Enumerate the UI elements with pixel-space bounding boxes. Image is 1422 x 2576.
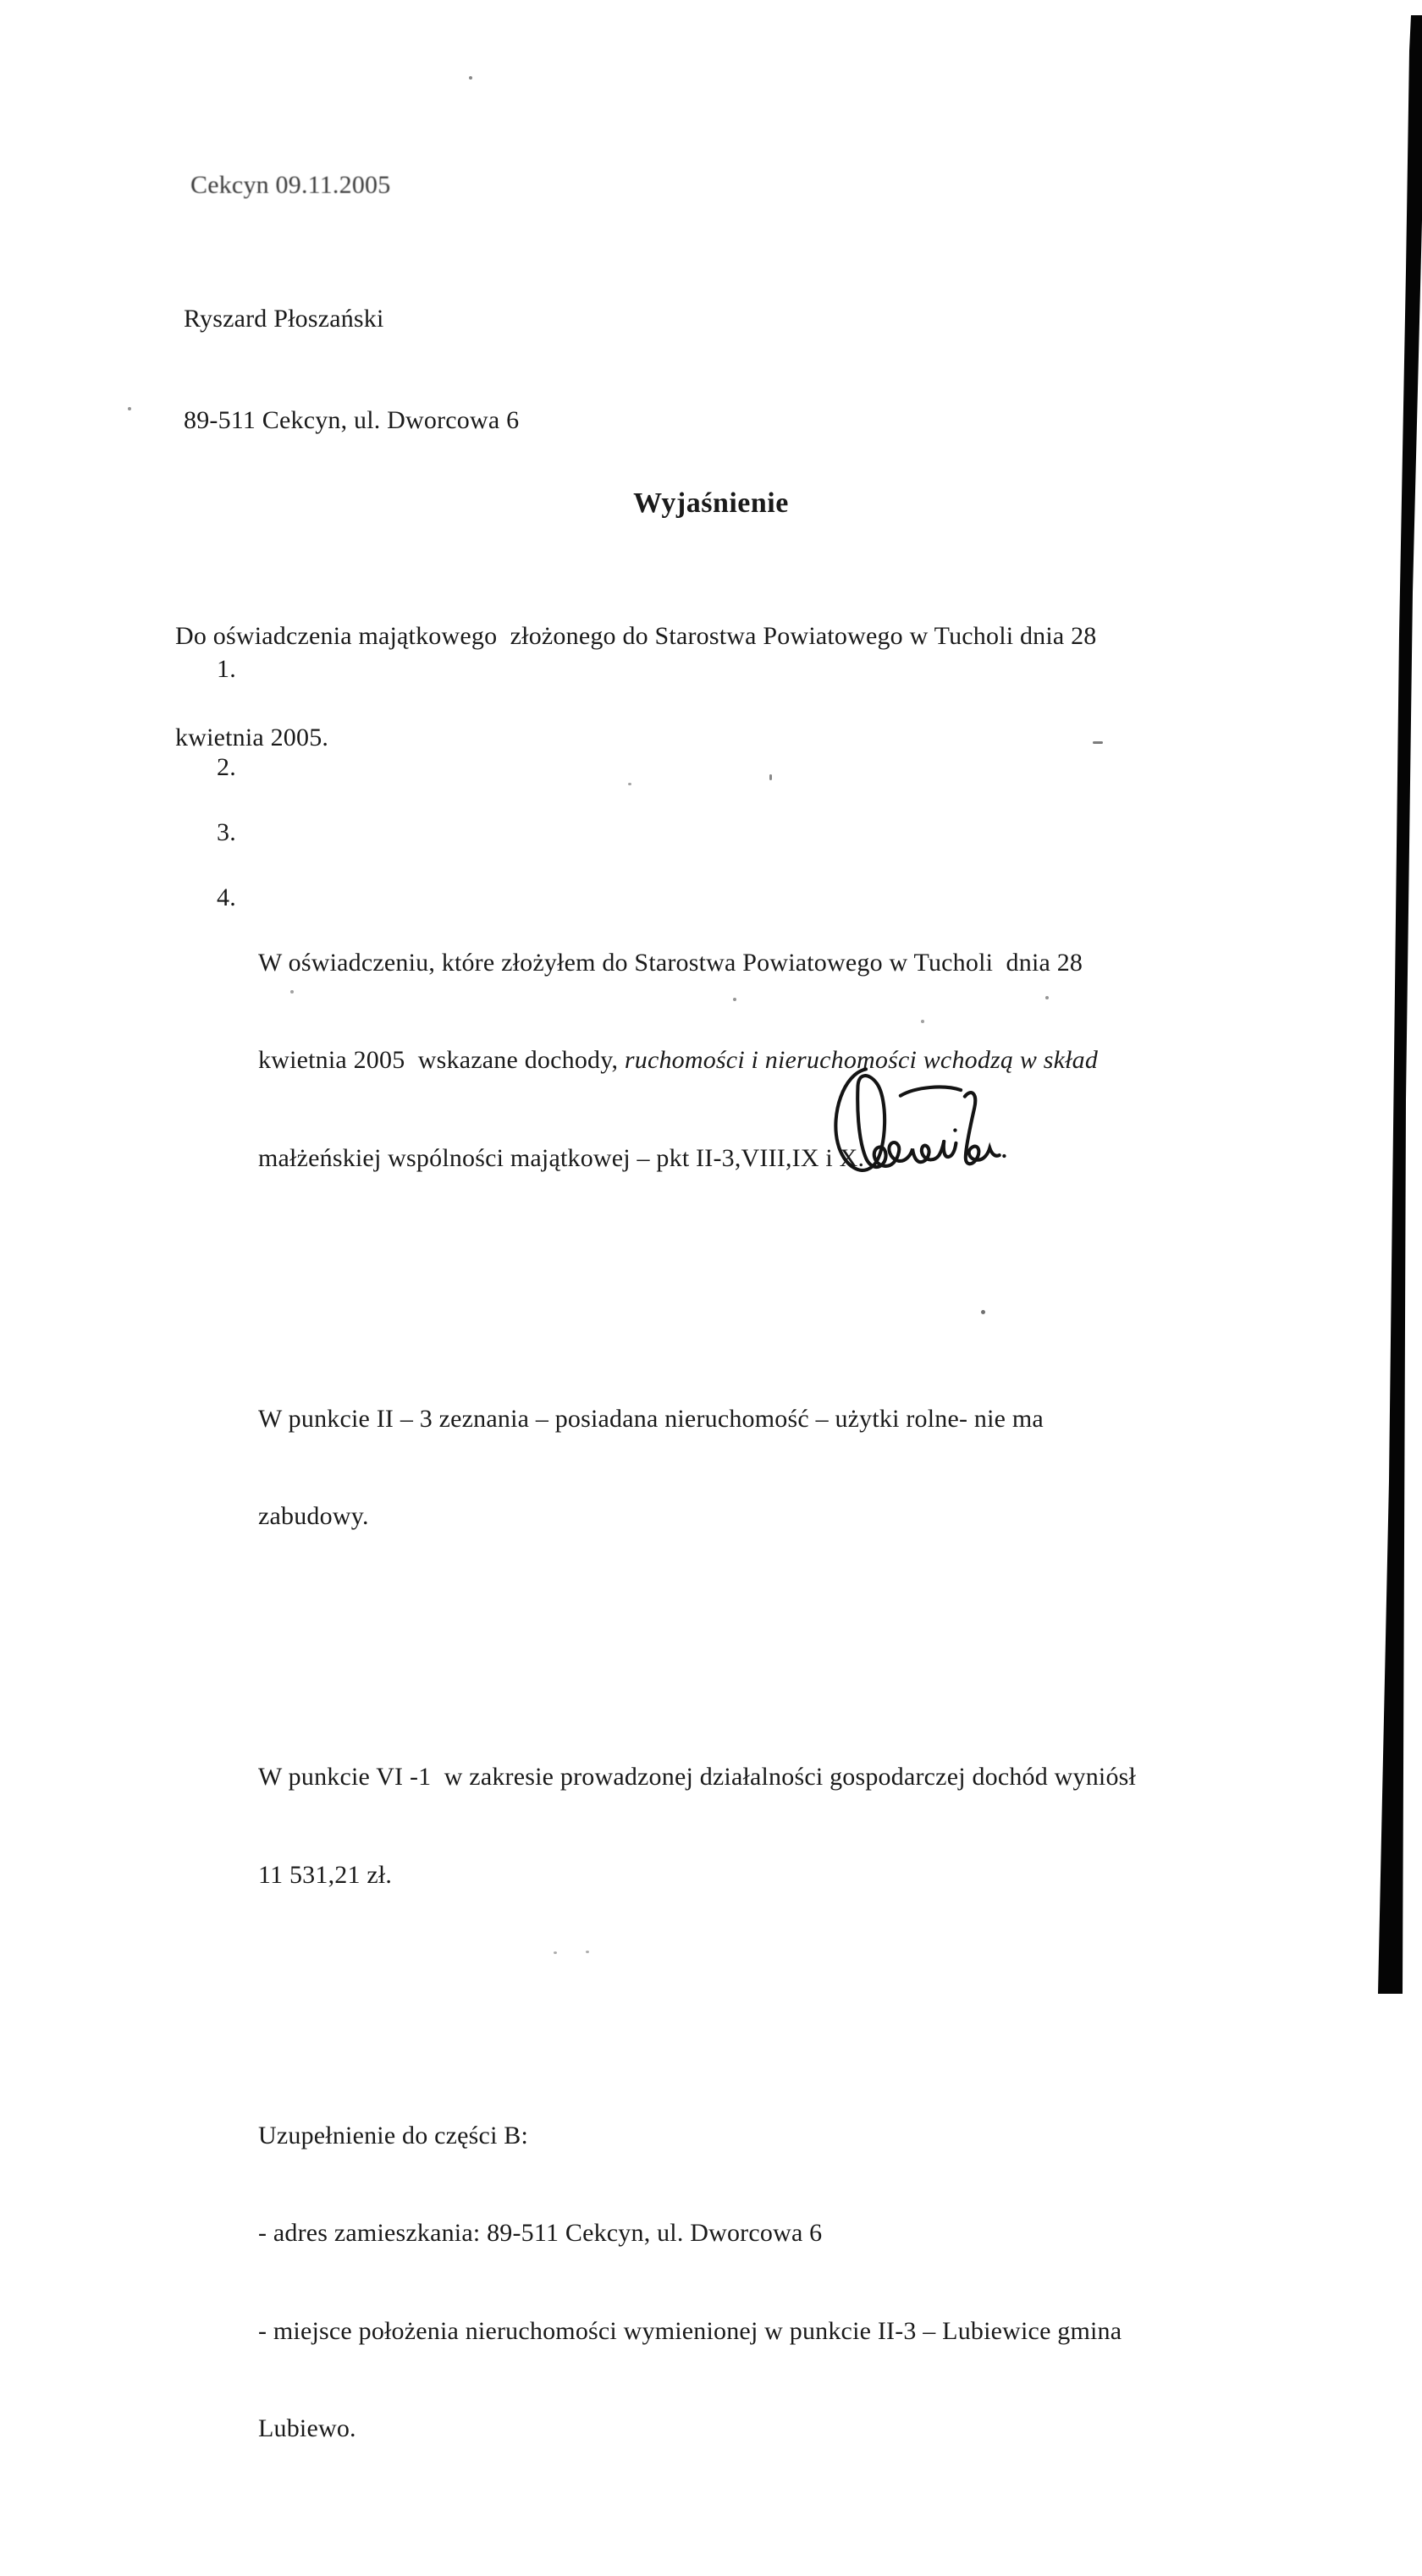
scan-speck [921, 1020, 924, 1023]
list-item-4 [258, 2055, 1136, 2511]
list-number-3: 3. [217, 817, 236, 846]
list-item-1-line-2-italic: ruchomości i nieruchomości wchodzą w skład [624, 1046, 1099, 1074]
document-title: Wyjaśnienie [633, 487, 789, 519]
date-place-line: Cekcyn 09.11.2005 [190, 171, 391, 199]
scan-speck [1093, 741, 1103, 744]
sender-name: Ryszard Płoszański [184, 305, 384, 333]
scan-speck [290, 990, 294, 994]
list-item-3-line-2: 11 531,21 zł. [258, 1860, 393, 1889]
intro-line-2: kwietnia 2005. [175, 724, 329, 751]
list-number-4: 4. [217, 883, 236, 911]
scan-speck [1045, 996, 1049, 999]
list-item-2-line-2: zabudowy. [258, 1502, 369, 1530]
list-item-1-line-2-regular: kwietnia 2005 wskazane dochody, [258, 1046, 625, 1074]
scan-speck [769, 774, 772, 780]
numbered-list [217, 653, 1137, 2576]
list-item-4-line-2: - adres zamieszkania: 89-511 Cekcyn, ul. Dworcowa 6 [258, 2219, 823, 2247]
scan-speck [981, 1310, 985, 1314]
list-item-3 [258, 1696, 1136, 1957]
list-item-2-line-1: W punkcie II – 3 zeznania – posiadana nieruchomość – użytki rolne- nie ma [258, 1404, 1044, 1433]
list-number-2: 2. [217, 752, 236, 781]
intro-line-1: Do oświadczenia majątkowego złożonego do Starostwa Powiatowego w Tucholi dnia 28 [175, 622, 1097, 650]
list-item-4-line-3: - miejsce położenia nieruchomości wymienionej w punkcie II-3 – Lubiewice gmina [258, 2316, 1122, 2345]
list-item-4-line-1: Uzupełnienie do części B: [258, 2121, 529, 2149]
list-item-1-line-1: W oświadczeniu, które złożyłem do Starostwa Powiatowego w Tucholi dnia 28 [258, 948, 1083, 977]
scan-speck [469, 76, 472, 80]
scan-speck [628, 783, 631, 785]
scan-speck [586, 1951, 589, 1953]
scan-speck [128, 407, 131, 410]
list-item-4-line-4: Lubiewo. [258, 2414, 356, 2442]
scan-speck [733, 998, 736, 1001]
sender-block [184, 234, 519, 505]
sender-address: 89-511 Cekcyn, ul. Dworcowa 6 [184, 406, 520, 434]
handwritten-signature [814, 1060, 1014, 1188]
list-item-1-line-3: małżeńskiej wspólności majątkowej – pkt II-3,VIII,IX i X. [258, 1143, 865, 1172]
handwritten-signature-icon [814, 1060, 1014, 1188]
list-item-2 [258, 1338, 1136, 1599]
list-number-1: 1. [217, 655, 236, 683]
list-item-3-line-1: W punkcie VI -1 w zakresie prowadzonej działalności gospodarczej dochód wyniósł [258, 1763, 1137, 1791]
scan-speck [554, 1951, 557, 1954]
